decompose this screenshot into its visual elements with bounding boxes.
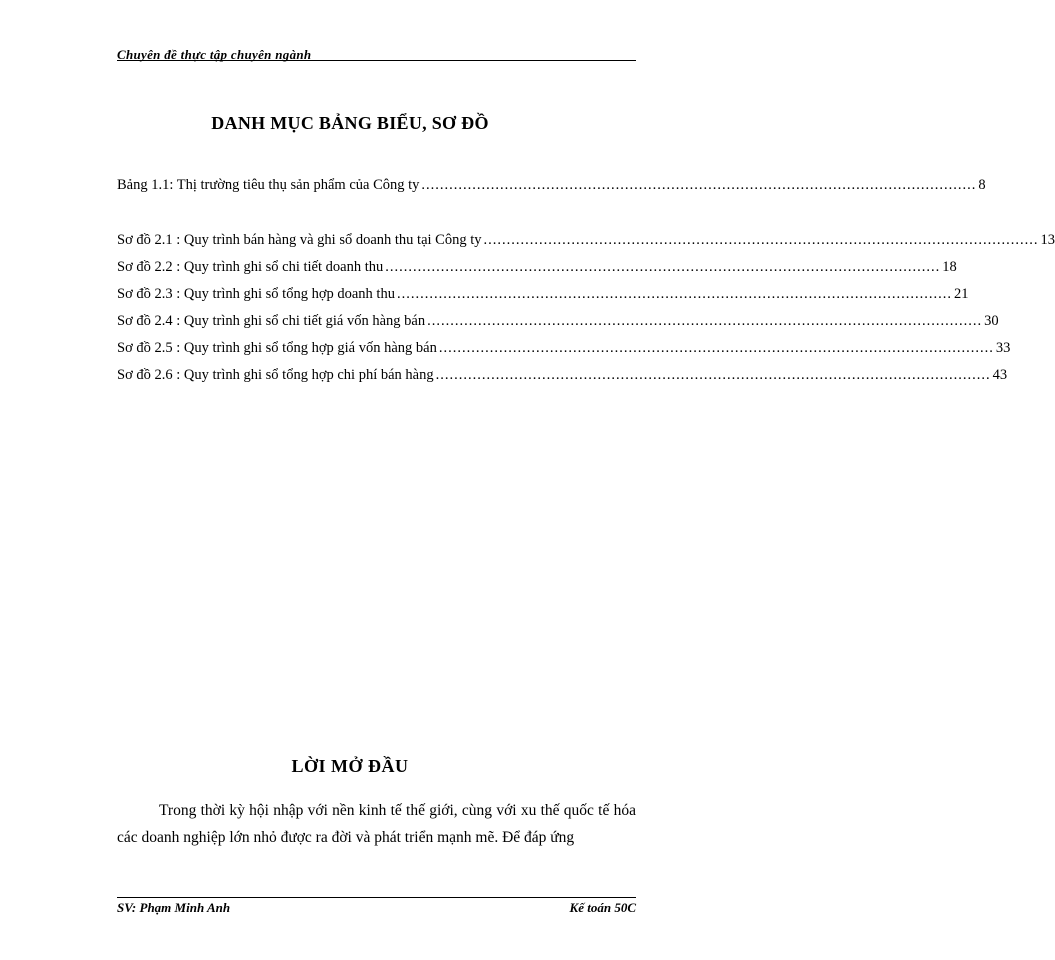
toc-entry-label: Sơ đồ 2.4 : Quy trình ghi sổ chi tiết giá vốn hàng bán	[117, 313, 426, 329]
toc-entry-page: 18	[942, 259, 957, 275]
toc-entry-page: 8	[978, 177, 986, 193]
toc-entry	[117, 340, 1011, 357]
toc-leader: ........................................................................................................................	[421, 177, 977, 193]
toc-entry-label: Sơ đồ 2.2 : Quy trình ghi sổ chi tiết doanh thu	[117, 259, 384, 275]
toc-entry-label: Bảng 1.1: Thị trường tiêu thụ sản phẩm của Công ty	[117, 177, 420, 193]
footer-rule	[117, 897, 636, 898]
toc-entry-page: 13	[1040, 232, 1055, 248]
toc-entry	[117, 286, 969, 303]
toc-entry-label: Sơ đồ 2.6 : Quy trình ghi sổ tổng hợp chi phí bán hàng	[117, 367, 434, 383]
toc-leader: ........................................................................................................................	[435, 367, 991, 383]
running-header: Chuyên đề thực tập chuyên ngành	[117, 47, 312, 62]
footer-author: SV: Phạm Minh Anh	[117, 900, 231, 915]
toc-title: DANH MỤC BẢNG BIỂU, SƠ ĐỒ	[211, 113, 489, 133]
toc-leader: ........................................................................................................................	[427, 313, 983, 329]
footer-class: Kế toán 50C	[569, 900, 636, 915]
toc-entry	[117, 367, 1008, 384]
toc-entry-page: 21	[953, 286, 969, 302]
toc-entry	[117, 177, 986, 194]
toc-entry-page: 33	[995, 340, 1011, 356]
header-rule	[117, 60, 636, 61]
intro-title: LỜI MỞ ĐẦU	[291, 756, 409, 776]
toc-entry	[117, 232, 1055, 249]
toc-leader: ........................................................................................................................	[385, 259, 941, 275]
toc-entry-label: Sơ đồ 2.3 : Quy trình ghi sổ tổng hợp doanh thu	[117, 286, 395, 302]
toc-entry-label: Sơ đồ 2.5 : Quy trình ghi sổ tổng hợp giá vốn hàng bán	[117, 340, 437, 356]
toc-entry-page: 43	[992, 367, 1008, 383]
toc-leader: ........................................................................................................................	[438, 340, 994, 356]
toc-leader: ........................................................................................................................	[483, 232, 1039, 248]
toc-leader: ........................................................................................................................	[396, 286, 952, 302]
toc-entry-page: 30	[984, 313, 999, 329]
toc-entry	[117, 259, 957, 276]
intro-paragraph: Trong thời kỳ hội nhập với nền kinh tế thế giới, cùng với xu thế quốc tế hóa các doanh nghiệp lớn nhỏ được ra đời và phát triển mạnh mẽ. Để đáp ứng	[117, 802, 636, 846]
toc-entry	[117, 313, 999, 330]
toc-entry-label: Sơ đồ 2.1 : Quy trình bán hàng và ghi sổ doanh thu tại Công ty	[117, 232, 482, 248]
